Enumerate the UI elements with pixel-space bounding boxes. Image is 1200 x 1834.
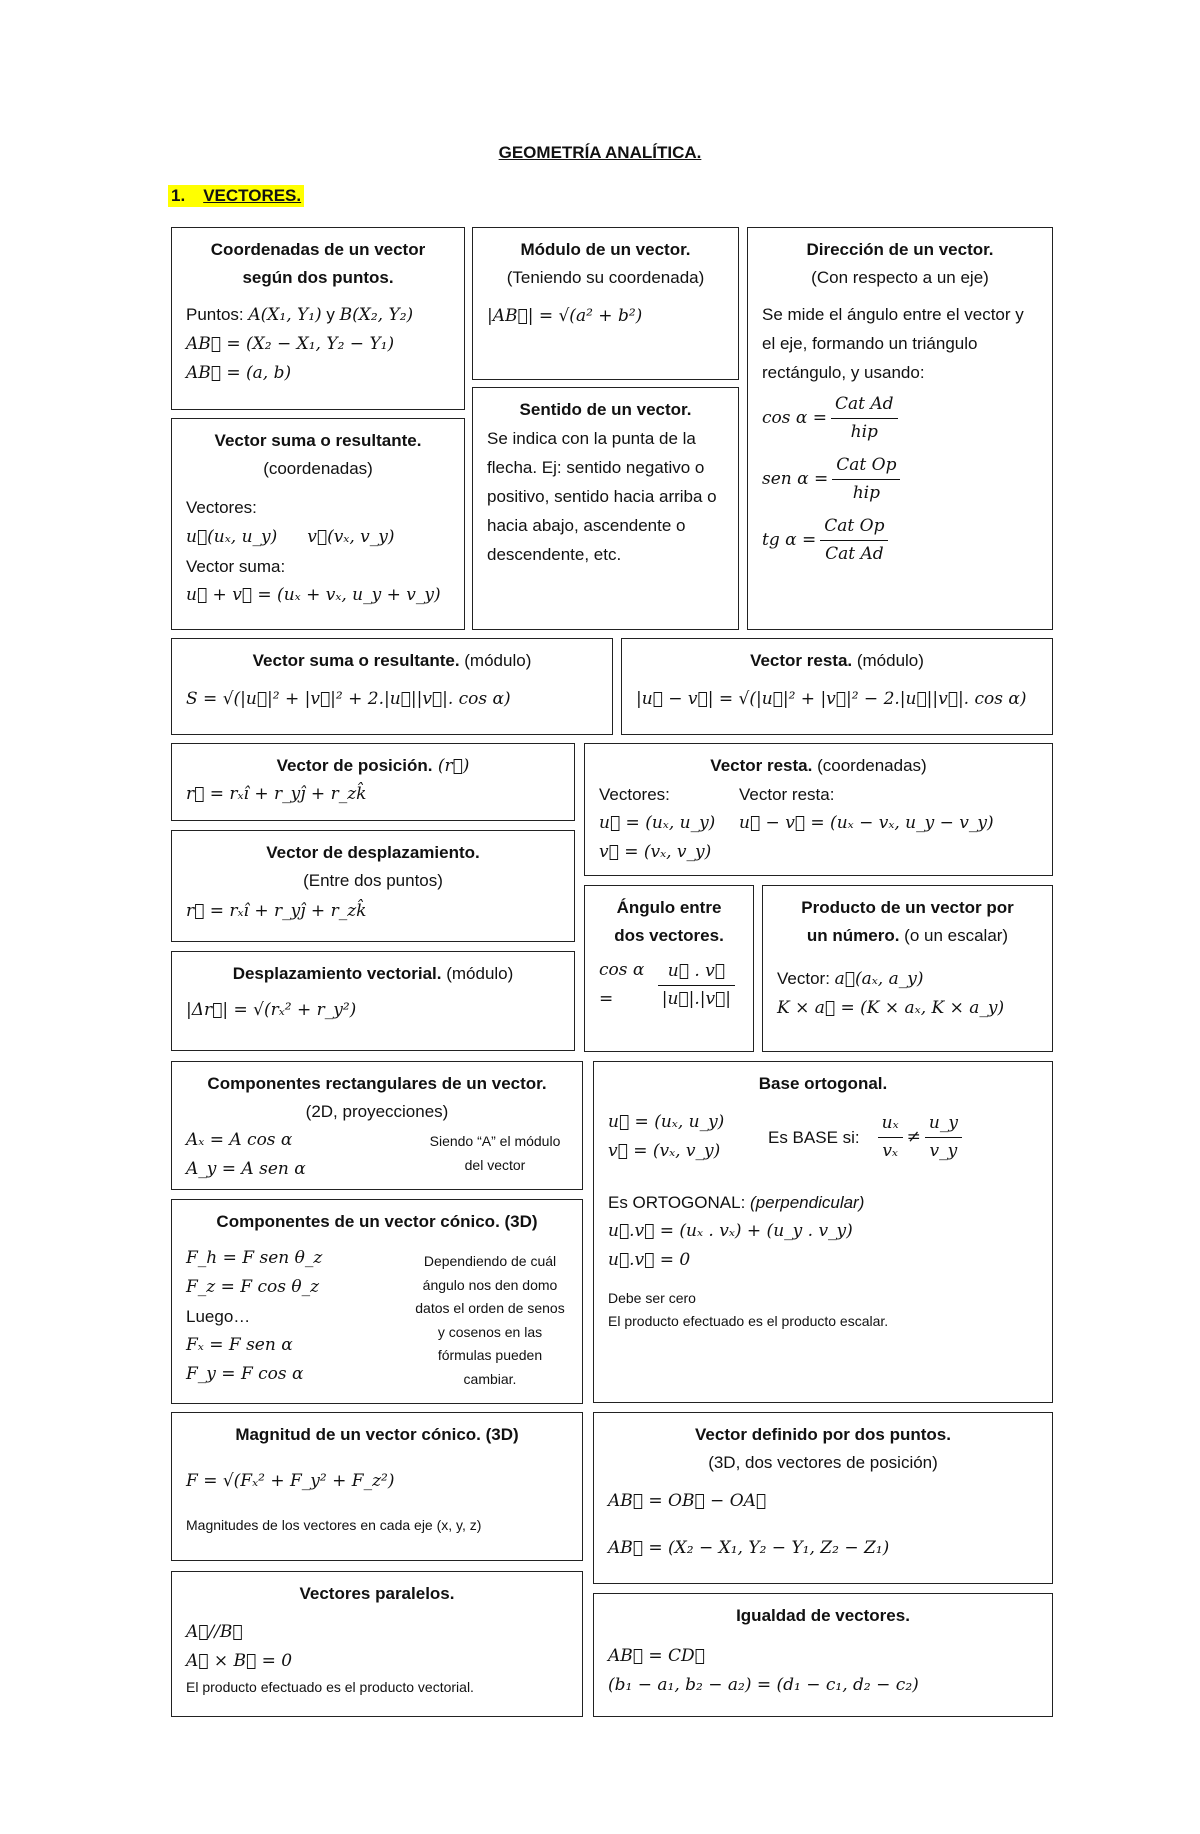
box-title: Vector suma o resultante.	[252, 651, 460, 670]
box-resta-modulo	[621, 638, 1053, 735]
text: y	[321, 305, 340, 324]
box-title-line2: un número.	[806, 926, 900, 945]
formula: u⃗ = (uₓ, u_y)	[599, 813, 716, 833]
formula: |u⃗ − v⃗| = √(|u⃗|² + |v⃗|² − 2.|u⃗||v⃗|. cos α)	[636, 689, 1027, 709]
box-producto-escalar	[762, 885, 1053, 1052]
box-igualdad	[593, 1593, 1053, 1717]
formula: r⃗ = rₓî + r_yĵ + r_zk̂	[186, 784, 367, 804]
formula: v⃗ = (vₓ, v_y)	[608, 1141, 721, 1161]
box-posicion	[171, 743, 575, 821]
formula: u⃗(uₓ, u_y)	[186, 527, 278, 547]
box-resta-coordenadas	[584, 743, 1053, 876]
formula: K × a⃗ = (K × aₓ, K × a_y)	[777, 998, 1005, 1018]
formula: r⃗ = rₓî + r_yĵ + r_zk̂	[186, 901, 367, 921]
label-italic: (perpendicular)	[750, 1193, 865, 1212]
box-title-extra: (módulo)	[852, 651, 924, 670]
box-title: Módulo de un vector.	[520, 240, 691, 259]
box-title-line2: según dos puntos.	[242, 268, 394, 287]
frac-den: v_y	[929, 1140, 958, 1161]
box-componentes-rectangulares	[171, 1061, 583, 1190]
box-title: Producto de un vector por	[801, 898, 1014, 917]
box-title: Componentes rectangulares de un vector.	[207, 1074, 547, 1093]
formula: A_y = A sen α	[186, 1159, 306, 1179]
box-title: Vector resta.	[710, 756, 813, 775]
box-note: Magnitudes de los vectores en cada eje (x, y, z)	[186, 1517, 482, 1533]
formula: (b₁ − a₁, b₂ − a₂) = (d₁ − c₁, d₂ − c₂)	[608, 1675, 919, 1695]
box-title: Desplazamiento vectorial.	[232, 964, 442, 983]
section-title	[168, 185, 304, 207]
box-desplazamiento	[171, 830, 575, 942]
box-text: Se indica con la punta de la flecha. Ej: sentido negativo o positivo, sentido hacia arriba o hacia abajo, ascendente o descendente, etc.	[487, 429, 717, 564]
box-title: Sentido de un vector.	[519, 400, 692, 419]
formula: u⃗.v⃗ = 0	[608, 1250, 691, 1270]
box-note: El producto efectuado es el producto vectorial.	[186, 1679, 474, 1695]
formula: A⃗//B⃗	[186, 1622, 243, 1642]
box-title-line2: dos vectores.	[614, 926, 724, 945]
page-title: GEOMETRÍA ANALÍTICA.	[498, 143, 702, 162]
formula: B(X₂, Y₂)	[339, 305, 414, 325]
formula: AB⃗ = (X₂ − X₁, Y₂ − Y₁, Z₂ − Z₁)	[608, 1538, 890, 1558]
label: Vectores:	[186, 498, 257, 517]
frac-den: |u⃗|.|v⃗|	[661, 988, 731, 1009]
box-componentes-conico	[171, 1199, 583, 1404]
formula: v⃗ = (vₓ, v_y)	[599, 842, 712, 862]
box-title: Vectores paralelos.	[299, 1584, 455, 1603]
frac-num: uₓ	[878, 1110, 903, 1138]
neq-symbol: ≠	[906, 1126, 921, 1147]
box-title: Vector resta.	[750, 651, 853, 670]
box-subtitle: (coordenadas)	[263, 459, 373, 478]
formula: AB⃗ = CD⃗	[608, 1646, 705, 1666]
box-base-ortogonal	[593, 1061, 1053, 1403]
frac-num: u⃗ . v⃗	[658, 958, 735, 986]
label: Es ORTOGONAL:	[608, 1193, 751, 1212]
formula: F = √(Fₓ² + F_y² + F_z²)	[186, 1471, 395, 1491]
box-magnitud-conico	[171, 1412, 583, 1561]
box-title-extra: (r⃗)	[432, 756, 470, 776]
frac-num: Cat Ad	[831, 391, 898, 419]
formula: A(X₁, Y₁)	[248, 305, 322, 325]
box-title: Igualdad de vectores.	[736, 1606, 910, 1625]
formula-lhs: tg α =	[762, 530, 817, 550]
box-title-extra: (módulo)	[459, 651, 532, 670]
box-subtitle: (Teniendo su coordenada)	[506, 268, 705, 287]
box-subtitle: (Con respecto a un eje)	[811, 268, 989, 287]
box-note: Dependiendo de cuál ángulo nos den domo datos el orden de senos y cosenos en las fórmulas pueden cambiar.	[415, 1253, 565, 1387]
formula-lhs: sen α =	[762, 469, 829, 489]
box-subtitle: (2D, proyecciones)	[305, 1102, 449, 1121]
box-angulo	[584, 885, 754, 1052]
box-title: Componentes de un vector cónico. (3D)	[216, 1212, 538, 1231]
box-note: El producto efectuado es el producto escalar.	[608, 1313, 889, 1329]
box-direccion	[747, 227, 1053, 630]
section-number: 1.	[171, 186, 186, 205]
box-title-extra: (módulo)	[441, 964, 514, 983]
label: Vector suma:	[186, 557, 286, 576]
formula: F_y = F cos α	[186, 1364, 304, 1384]
box-title: Magnitud de un vector cónico. (3D)	[235, 1425, 519, 1444]
text: Puntos:	[186, 305, 249, 324]
formula: u⃗.v⃗ = (uₓ . vₓ) + (u_y . v_y)	[608, 1221, 853, 1241]
box-title: Vector de posición.	[276, 756, 433, 775]
formula: A⃗ × B⃗ = 0	[186, 1651, 293, 1671]
label: Vector:	[777, 969, 835, 988]
box-title: Dirección de un vector.	[806, 240, 994, 259]
formula-lhs: cos α =	[762, 408, 828, 428]
label: Luego…	[186, 1307, 251, 1326]
box-title: Base ortogonal.	[758, 1074, 888, 1093]
box-title: Coordenadas de un vector	[210, 240, 426, 259]
box-note: Siendo “A” el módulo del vector	[429, 1133, 561, 1173]
formula: u⃗ + v⃗ = (uₓ + vₓ, u_y + v_y)	[186, 585, 441, 605]
box-vector-definido	[593, 1412, 1053, 1584]
box-title: Vector definido por dos puntos.	[695, 1425, 951, 1444]
box-suma-coordenadas	[171, 418, 465, 630]
box-sentido	[472, 387, 739, 630]
frac-num: u_y	[925, 1110, 962, 1138]
box-vectores-paralelos	[171, 1571, 583, 1717]
formula: AB⃗ = (X₂ − X₁, Y₂ − Y₁)	[186, 334, 395, 354]
formula: F_z = F cos θ_z	[186, 1277, 320, 1297]
formula-lhs: cos α =	[599, 960, 645, 1009]
formula: Fₓ = F sen α	[186, 1335, 293, 1355]
frac-num: Cat Op	[832, 452, 900, 480]
box-text: Se mide el ángulo entre el vector y el eje, formando un triángulo rectángulo, y usando:	[762, 305, 1024, 382]
formula: AB⃗ = OB⃗ − OA⃗	[608, 1491, 767, 1511]
formula: AB⃗ = (a, b)	[186, 363, 292, 383]
formula: F_h = F sen θ_z	[186, 1248, 323, 1268]
box-title: Ángulo entre	[616, 898, 722, 917]
box-suma-modulo	[171, 638, 613, 735]
formula: Aₓ = A cos α	[186, 1130, 293, 1150]
frac-den: Cat Ad	[825, 544, 884, 564]
box-subtitle: (Entre dos puntos)	[303, 871, 443, 890]
label: Vectores:	[599, 785, 670, 804]
box-coordenadas	[171, 227, 465, 410]
label: Es BASE si:	[768, 1127, 860, 1147]
frac-den: vₓ	[882, 1140, 898, 1161]
formula: |Δr⃗| = √(rₓ² + r_y²)	[186, 1000, 357, 1020]
label: Vector resta:	[739, 785, 835, 804]
box-title-extra: (o un escalar)	[899, 926, 1009, 945]
box-desplazamiento-modulo	[171, 951, 575, 1051]
formula: a⃗(aₓ, a_y)	[834, 969, 924, 989]
box-title: Vector suma o resultante.	[214, 431, 422, 450]
box-title: Vector de desplazamiento.	[266, 843, 480, 862]
formula: u⃗ = (uₓ, u_y)	[608, 1112, 725, 1132]
formula: u⃗ − v⃗ = (uₓ − vₓ, u_y − v_y)	[739, 813, 994, 833]
formula: S = √(|u⃗|² + |v⃗|² + 2.|u⃗||v⃗|. cos α)	[186, 689, 511, 709]
formula: |AB⃗| = √(a² + b²)	[487, 306, 643, 326]
box-note: Debe ser cero	[608, 1290, 696, 1306]
box-modulo	[472, 227, 739, 380]
formula: v⃗(vₓ, v_y)	[307, 527, 395, 547]
frac-num: Cat Op	[820, 513, 888, 541]
box-title-extra: (coordenadas)	[812, 756, 927, 775]
box-subtitle: (3D, dos vectores de posición)	[708, 1453, 938, 1472]
frac-den: hip	[852, 483, 880, 503]
frac-den: hip	[850, 422, 878, 442]
section-label: VECTORES.	[203, 186, 302, 205]
